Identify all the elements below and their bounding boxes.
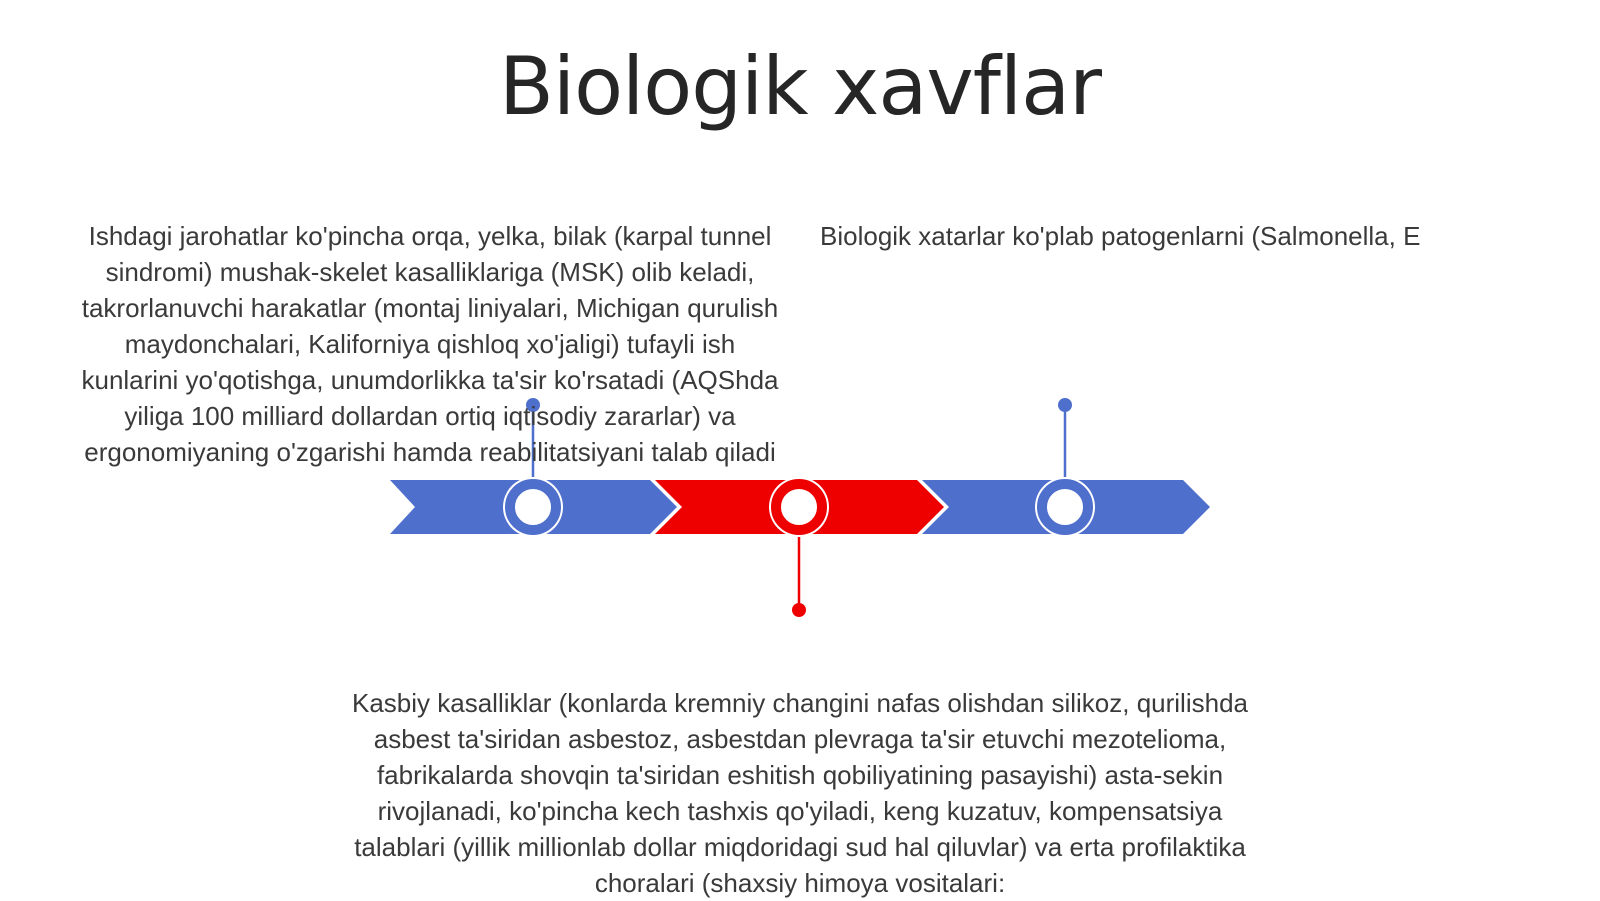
timeline-marker-2-ring — [776, 484, 822, 530]
connector-dot-3 — [1058, 398, 1072, 412]
slide-title: Biologik xavflar — [498, 40, 1101, 133]
connector-dot-2 — [792, 603, 806, 617]
text-block-left: Ishdagi jarohatlar ko'pincha orqa, yelka, bilak (karpal tunnel sindromi) mushak-skelet kasalliklariga (MSK) olib keladi, takrorlanuvchi harakatlar (montaj liniyalari, Michigan qurulish maydonchalari, Kaliforniya qishloq xo'jaligi) tufayli ish kunlarini yo'qotishga, unumdorlikka ta'sir ko'rsatadi (AQShda yiliga 100 milliard dollardan ortiq iqtisodiy zararlar) va ergonomiyaning o'zgarishi hamda reabilitatsiyani talab qiladi — [81, 221, 779, 467]
text-block-bottom: Kasbiy kasalliklar (konlarda kremniy changini nafas olishdan silikoz, qurilishda asbest ta'siridan asbestoz, asbestdan plevraga ta'sir etuvchi mezotelioma, fabrikalarda shovqin ta'siridan eshitish qobiliyatining pasayishi) asta-sekin rivojlanadi, ko'pincha kech tashxis qo'yiladi, keng kuzatuv, kompensatsiya talablari (yillik millionlab dollar miqdoridagi sud hal qiluvlar) va erta profilaktika choralari (shaxsiy himoya vositalari: — [352, 688, 1248, 898]
text-block-right: Biologik xatarlar ko'plab patogenlarni (Salmonella, E — [820, 221, 1421, 251]
timeline-marker-1-ring — [510, 484, 556, 530]
timeline-marker-3-ring — [1042, 484, 1088, 530]
